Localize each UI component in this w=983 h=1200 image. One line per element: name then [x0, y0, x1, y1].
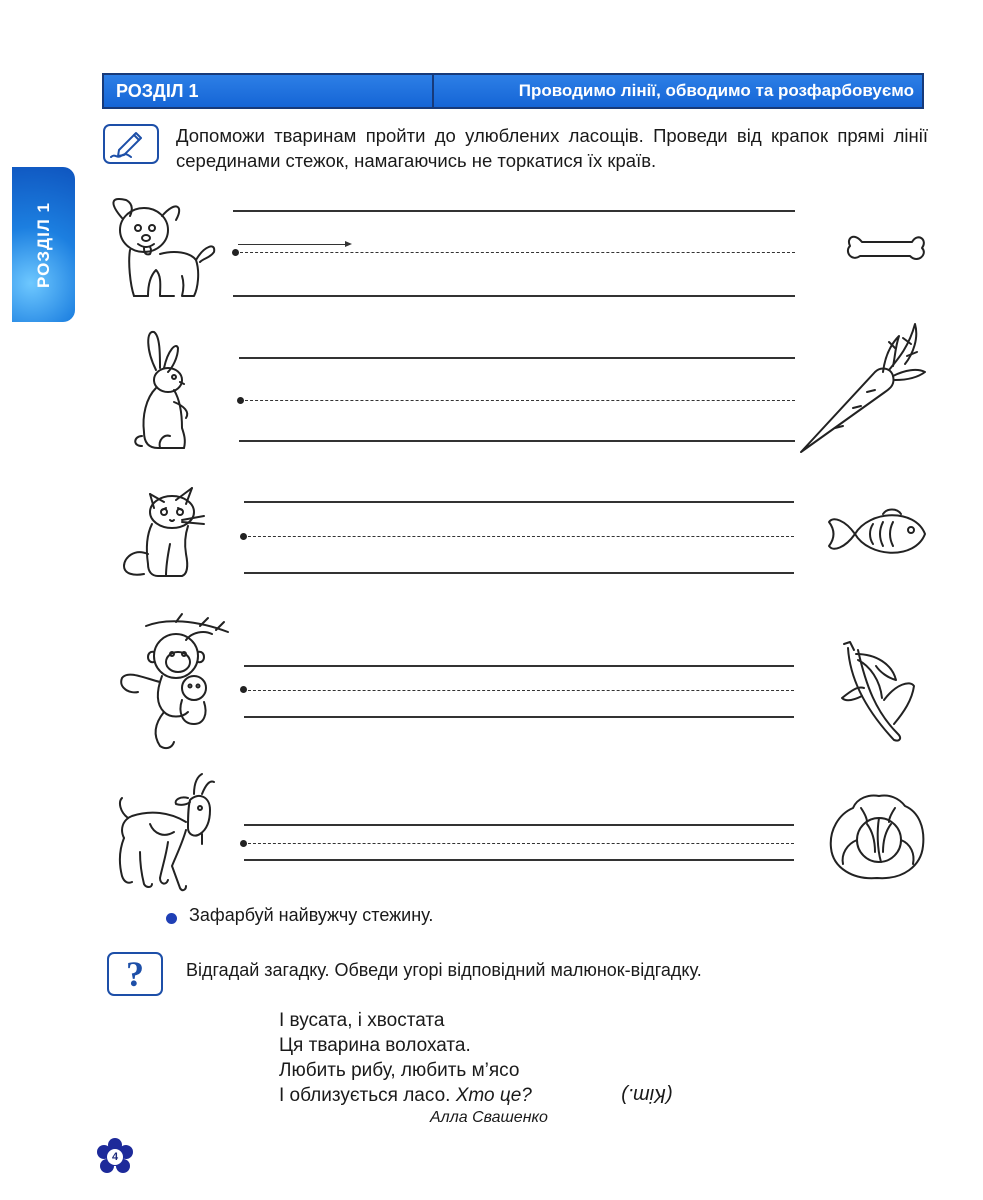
path-edge-bottom: [244, 859, 794, 861]
poem-line: І вусата, і хвостата: [279, 1010, 445, 1031]
cabbage-icon: [827, 792, 927, 884]
carrot-icon: [795, 318, 930, 456]
path-edge-bottom: [244, 572, 794, 574]
riddle-author: Алла Свашенко: [430, 1109, 548, 1126]
bone-icon: [844, 228, 928, 272]
riddle-poem: [279, 1008, 532, 1108]
path-edge-top: [244, 665, 794, 667]
question-mark-icon: ?: [107, 952, 163, 996]
start-dot[interactable]: [240, 533, 247, 540]
poem-line-text: І облизується ласо.: [279, 1085, 451, 1106]
riddle-answer: (Кіт.): [621, 1084, 673, 1106]
path-edge-top: [244, 501, 794, 503]
path-edge-top: [244, 824, 794, 826]
riddle-instruction: Відгадай загадку. Обведи угорі відповідний малюнок-відгадку.: [186, 960, 702, 980]
section-topic: Проводимо лінії, обводимо та розфарбовуємо: [518, 81, 914, 100]
path-edge-top: [233, 210, 795, 212]
section-label: РОЗДІЛ 1: [104, 75, 434, 107]
fish-icon: [825, 506, 929, 564]
monkeys-icon: [116, 612, 234, 752]
start-dot[interactable]: [240, 686, 247, 693]
direction-arrow-icon: [238, 244, 346, 245]
side-tab: [12, 167, 75, 322]
dog-icon: [104, 196, 219, 301]
path-edge-bottom: [239, 440, 795, 442]
coloring-instruction: Зафарбуй найвужчу стежину.: [189, 905, 434, 925]
task-instruction: Допоможи тваринам пройти до улюблених ласощів. Проведи від крапок прямі лінії серединами стежок, намагаючись не торкатися їх країв.: [176, 125, 928, 171]
goat-icon: [110, 772, 218, 894]
path-edge-top: [239, 357, 795, 359]
start-dot[interactable]: [240, 840, 247, 847]
bullet-icon: [166, 913, 177, 924]
poem-line: Ця тварина волохата.: [279, 1035, 471, 1056]
side-tab-label: РОЗДІЛ 1: [33, 201, 53, 288]
path-center-guide[interactable]: [248, 536, 794, 537]
page-number: 4: [107, 1149, 123, 1165]
riddle-question: Хто це?: [455, 1085, 532, 1106]
path-center-guide[interactable]: [240, 252, 795, 253]
banana-icon: [836, 640, 918, 744]
path-center-guide[interactable]: [248, 843, 794, 844]
poem-line: [279, 1083, 532, 1108]
path-edge-bottom: [233, 295, 795, 297]
path-center-guide[interactable]: [245, 400, 795, 401]
cat-icon: [116, 484, 208, 578]
section-header: [102, 73, 924, 109]
start-dot[interactable]: [237, 397, 244, 404]
poem-line: Любить рибу, любить м’ясо: [279, 1060, 520, 1081]
pencil-icon: [103, 124, 159, 164]
rabbit-icon: [128, 328, 198, 453]
page-number-badge: [96, 1138, 134, 1176]
path-edge-bottom: [244, 716, 794, 718]
start-dot[interactable]: [232, 249, 239, 256]
path-center-guide[interactable]: [248, 690, 794, 691]
